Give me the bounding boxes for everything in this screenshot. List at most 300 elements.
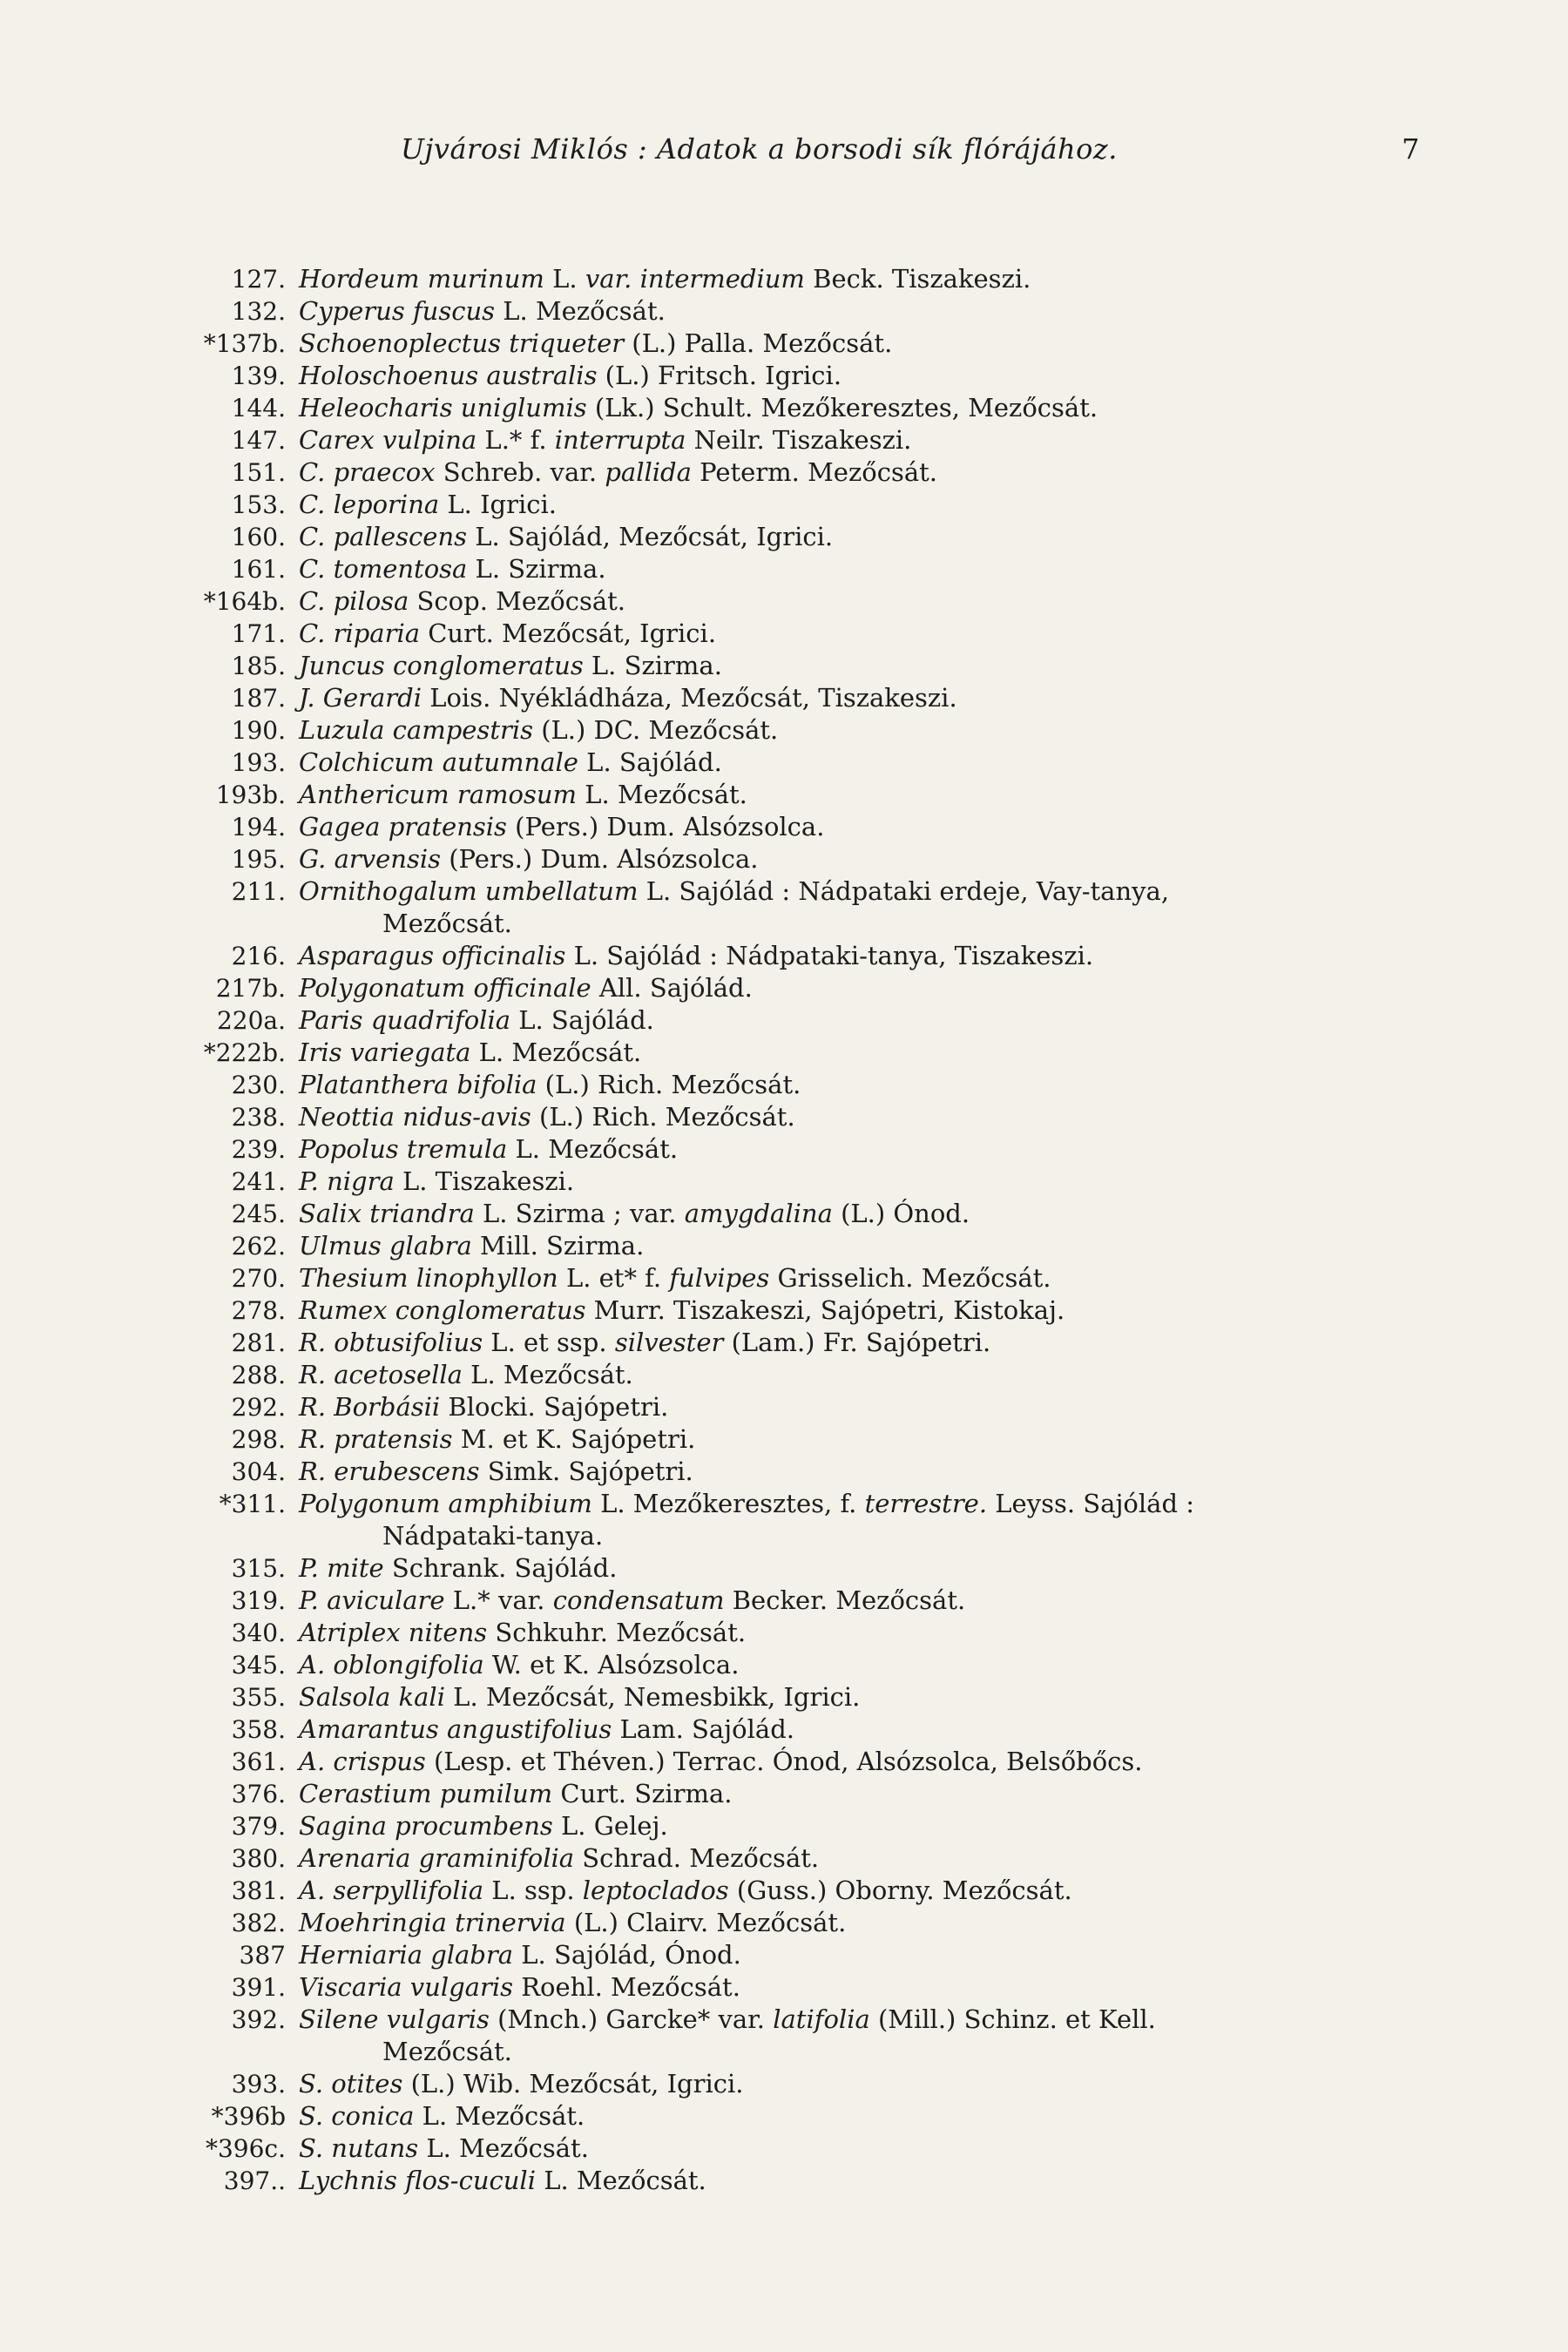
taxon-name: G. arvensis [299, 844, 441, 874]
entry-detail: L. Mezőkeresztes, f. [591, 1489, 865, 1518]
list-item [0, 1842, 1568, 1875]
entry-number: 217b. [215, 974, 286, 1003]
entry-number: 304. [231, 1457, 286, 1486]
taxon-name: R. erubescens [299, 1456, 480, 1486]
list-item [0, 1327, 1568, 1359]
entry-detail: (L.) Clairv. Mezőcsát. [565, 1908, 847, 1937]
entry-detail: L. Sajólád. [510, 1005, 654, 1035]
taxon-name: S. conica [299, 2101, 415, 2131]
list-item [0, 811, 1568, 843]
entry-detail: M. et K. Sajópetri. [452, 1424, 696, 1454]
entry-detail: L. ssp. [483, 1876, 583, 1905]
entry-detail: Lam. Sajólád. [612, 1714, 794, 1744]
entry-detail: L. Mezőcsát. [470, 1037, 642, 1067]
taxon-name: R. acetosella [299, 1360, 463, 1389]
taxon-name: C. tomentosa [299, 554, 468, 584]
taxon-name: S. nutans [299, 2133, 419, 2163]
taxon-name: R. obtusifolius [299, 1328, 483, 1357]
entry-detail: L. Mezőcsát. [495, 296, 666, 326]
entry-number: 315. [231, 1554, 286, 1583]
taxon-name: pallida [605, 457, 692, 487]
taxon-name: Sagina procumbens [299, 1811, 553, 1841]
entry-detail: L. Mezőcsát. [507, 1134, 679, 1164]
taxon-name: Lychnis flos-cuculi [299, 2166, 536, 2195]
entry-text [299, 1166, 1405, 1198]
entry-text [299, 618, 1405, 650]
list-item [0, 1230, 1568, 1262]
entry-detail: (Pers.) Dum. Alsózsolca. [506, 812, 825, 841]
entry-detail: (Lam.) Fr. Sajópetri. [723, 1328, 991, 1357]
entry-detail: Schrad. Mezőcsát. [574, 1843, 820, 1873]
taxon-name: leptoclados [582, 1876, 729, 1905]
page-number: 7 [1402, 132, 1420, 166]
entry-text [299, 1552, 1405, 1585]
entry-number: 187. [231, 684, 286, 713]
list-item [0, 972, 1568, 1004]
entry-detail: L. Sajólád : Nádpataki erdeje, Vay-tanya, [638, 876, 1170, 906]
list-item [0, 1037, 1568, 1069]
entry-number: 127. [231, 265, 286, 294]
entry-number: 241. [231, 1167, 286, 1196]
list-item [0, 585, 1568, 618]
entry-text [299, 2132, 1405, 2165]
entry-number: 238. [231, 1103, 286, 1132]
taxon-name: Luzula campestris [299, 715, 533, 745]
entry-text [299, 1423, 1405, 1456]
taxon-name: fulvipes [669, 1263, 770, 1293]
list-item [0, 2068, 1568, 2100]
entry-number: 379. [231, 1812, 286, 1841]
entry-number: *396c. [205, 2134, 286, 2163]
taxon-name: Cerastium pumilum [299, 1779, 553, 1808]
entry-text [299, 1907, 1405, 1939]
taxon-name: Viscaria vulgaris [299, 1972, 513, 2002]
list-item [0, 1649, 1568, 1681]
taxon-name: C. pallescens [299, 522, 468, 551]
list-item [0, 392, 1568, 424]
entry-number: 230. [231, 1071, 286, 1099]
entry-text [299, 682, 1405, 714]
entry-detail: (Lk.) Schult. Mezőkeresztes, Mezőcsát. [586, 393, 1098, 422]
entry-number: 382. [231, 1909, 286, 1937]
entry-detail: L. Gelej. [552, 1811, 668, 1841]
entry-number: 193. [231, 748, 286, 777]
entry-detail: L. Sajólád, Ónod. [513, 1940, 741, 1970]
entry-number: 139. [231, 362, 286, 390]
entry-detail: (L.) Palla. Mezőcsát. [624, 328, 893, 358]
entry-detail: (L.) Rich. Mezőcsát. [537, 1070, 801, 1099]
taxon-name: Anthericum ramosum [299, 780, 578, 809]
entry-number: 161. [231, 555, 286, 584]
entry-text [299, 1971, 1405, 2004]
entry-detail: L. et* f. [558, 1263, 670, 1293]
taxon-name: Salsola kali [299, 1682, 445, 1712]
entry-detail: (L.) Wib. Mezőcsát, Igrici. [402, 2069, 744, 2099]
entry-detail: (Lesp. et Théven.) Terrac. Ónod, Alsózsolca, Belsőbőcs. [425, 1747, 1143, 1776]
entry-detail: Mezőcsát. [382, 2037, 512, 2066]
entry-number: 288. [231, 1361, 286, 1389]
taxon-name: P. nigra [299, 1166, 395, 1196]
entry-text [299, 1359, 1405, 1391]
entry-text [299, 1488, 1405, 1552]
entry-text [299, 1842, 1405, 1875]
entry-detail: Roehl. Mezőcsát. [512, 1972, 740, 2002]
entry-detail: L. Mezőcsát. [414, 2101, 585, 2131]
list-item [0, 650, 1568, 682]
running-header [401, 132, 1420, 176]
entry-detail: (Guss.) Oborny. Mezőcsát. [728, 1876, 1072, 1905]
entry-number: 381. [231, 1876, 286, 1905]
entry-detail: L. Sajólád, Mezőcsát, Igrici. [467, 522, 834, 551]
list-item [0, 1939, 1568, 1971]
entry-text [299, 843, 1405, 875]
entry-detail: L. Mezőcsát, Nemesbikk, Igrici. [444, 1682, 861, 1712]
entry-number: 132. [231, 297, 286, 326]
list-item [0, 360, 1568, 392]
taxon-name: Heleocharis uniglumis [299, 393, 587, 422]
entry-text [299, 585, 1405, 618]
entry-text [299, 295, 1405, 328]
entry-number: 216. [231, 942, 286, 970]
entry-text [299, 263, 1405, 295]
entry-number: *222b. [203, 1038, 286, 1067]
list-item [0, 1262, 1568, 1294]
entry-detail: Lois. Nyékládháza, Mezőcsát, Tiszakeszi. [422, 683, 957, 713]
taxon-name: condensatum [552, 1585, 725, 1615]
entry-number: 245. [231, 1200, 286, 1228]
entry-number: 281. [231, 1328, 286, 1357]
entry-number: 358. [231, 1715, 286, 1744]
taxon-name: S. otites [299, 2069, 403, 2099]
taxon-name: Herniaria glabra [299, 1940, 514, 1970]
entry-detail: Curt. Mezőcsát, Igrici. [420, 618, 717, 648]
taxon-name: C. leporina [299, 490, 440, 519]
entry-detail: (Pers.) Dum. Alsózsolca. [440, 844, 759, 874]
list-item [0, 1713, 1568, 1746]
entry-detail: (L.) DC. Mezőcsát. [533, 715, 779, 745]
list-item [0, 1488, 1568, 1552]
entry-number: 376. [231, 1780, 286, 1808]
taxon-name: C. pilosa [299, 586, 409, 616]
taxon-name: terrestre. [864, 1489, 988, 1518]
list-item [0, 843, 1568, 875]
list-item [0, 1004, 1568, 1037]
entry-number: *137b. [203, 329, 286, 358]
entry-text [299, 811, 1405, 843]
taxon-name: Hordeum murinum [299, 264, 544, 294]
entry-detail: Grisselich. Mezőcsát. [769, 1263, 1051, 1293]
list-item [0, 1971, 1568, 2004]
list-item [0, 747, 1568, 779]
entry-detail [632, 264, 639, 294]
list-item [0, 2132, 1568, 2165]
taxon-name: Schoenoplectus triqueter [299, 328, 625, 358]
list-item [0, 489, 1568, 521]
entry-text [299, 1617, 1405, 1649]
entry-text [299, 1037, 1405, 1069]
entry-detail: Blocki. Sajópetri. [440, 1392, 669, 1422]
entry-text [299, 2004, 1405, 2068]
entry-number: 144. [231, 394, 286, 422]
entry-text [299, 1681, 1405, 1713]
entry-text [299, 1778, 1405, 1810]
taxon-name: Polygonum amphibium [299, 1489, 592, 1518]
entry-number: 190. [231, 716, 286, 745]
entry-number: 195. [231, 845, 286, 874]
entry-detail: L. Sajólád. [578, 747, 722, 777]
entry-detail: (Mnch.) Garcke* var. [489, 2004, 774, 2034]
entry-number: 292. [231, 1393, 286, 1422]
entry-text [299, 1810, 1405, 1842]
entry-number: 392. [231, 2005, 286, 2034]
taxon-name: J. Gerardi [299, 683, 422, 713]
list-item [0, 1552, 1568, 1585]
entry-detail: (L.) Ónod. [832, 1199, 970, 1228]
list-item [0, 1585, 1568, 1617]
list-item [0, 521, 1568, 553]
entry-number: *311. [219, 1490, 286, 1518]
list-item [0, 1069, 1568, 1101]
taxon-name: C. praecox [299, 457, 436, 487]
list-item [0, 1133, 1568, 1166]
list-item [0, 2165, 1568, 2197]
entry-text [299, 489, 1405, 521]
list-item [0, 1617, 1568, 1649]
entry-detail: L.* var. [444, 1585, 553, 1615]
entry-text [299, 1456, 1405, 1488]
entry-detail: Schrank. Sajólád. [383, 1553, 618, 1583]
entry-detail: L. Sajólád : Nádpataki-tanya, Tiszakeszi. [565, 941, 1094, 970]
entry-number: 298. [231, 1425, 286, 1454]
entry-number: 345. [231, 1651, 286, 1680]
list-item [0, 2004, 1568, 2068]
entry-text [299, 1101, 1405, 1133]
entry-detail: All. Sajólád. [591, 973, 753, 1003]
entry-detail: Peterm. Mezőcsát. [691, 457, 937, 487]
list-item [0, 263, 1568, 295]
entry-number: 319. [231, 1586, 286, 1615]
entry-detail: W. et K. Alsózsolca. [483, 1650, 740, 1680]
entry-text [299, 2100, 1405, 2132]
taxon-name: Iris variegata [299, 1037, 471, 1067]
taxon-name: Carex vulpina [299, 425, 477, 455]
entry-number: 193b. [215, 781, 286, 809]
entry-detail: L. Mezőcsát. [418, 2133, 589, 2163]
entry-detail: L. Mezőcsát. [577, 780, 747, 809]
entry-text [299, 650, 1405, 682]
header-title: Ujvárosi Miklós : Adatok a borsodi sík flórájához. [401, 132, 1118, 166]
taxon-name: Silene vulgaris [299, 2004, 490, 2034]
entry-detail: L. Szirma ; var. [474, 1199, 685, 1228]
list-item [0, 1875, 1568, 1907]
taxon-name: intermedium [639, 264, 805, 294]
taxon-name: latifolia [773, 2004, 870, 2034]
entry-number: 185. [231, 652, 286, 680]
entry-number: 380. [231, 1844, 286, 1873]
entry-text [299, 2068, 1405, 2100]
taxon-name: Ornithogalum umbellatum [299, 876, 639, 906]
entry-number: 278. [231, 1296, 286, 1325]
entry-detail: (Mill.) Schinz. et Kell. [869, 2004, 1156, 2034]
entry-number: *396b [211, 2102, 286, 2131]
entry-number: 270. [231, 1264, 286, 1293]
list-item [0, 779, 1568, 811]
entry-detail: Neilr. Tiszakeszi. [686, 425, 912, 455]
entry-detail: L. [544, 264, 585, 294]
entry-text [299, 875, 1405, 940]
entry-text [299, 1230, 1405, 1262]
entry-text [299, 360, 1405, 392]
entry-text [299, 779, 1405, 811]
entry-detail: L.* f. [476, 425, 555, 455]
entry-number: 239. [231, 1135, 286, 1164]
entry-number: 160. [231, 523, 286, 551]
taxon-name: Neottia nidus-avis [299, 1102, 531, 1132]
entry-text [299, 1939, 1405, 1971]
taxon-name: R. pratensis [299, 1424, 453, 1454]
entry-detail: Nádpataki-tanya. [382, 1521, 604, 1551]
entry-text [299, 1262, 1405, 1294]
entry-detail: Simk. Sajópetri. [479, 1456, 693, 1486]
taxon-name: Gagea pratensis [299, 812, 507, 841]
list-item [0, 1907, 1568, 1939]
entry-number: 355. [231, 1683, 286, 1712]
entry-text [299, 1327, 1405, 1359]
entry-detail: L. Szirma. [467, 554, 606, 584]
entry-text [299, 392, 1405, 424]
entry-detail: (L.) Fritsch. Igrici. [597, 361, 842, 390]
entry-detail: L. Mezőcsát. [535, 2166, 706, 2195]
taxon-name: R. Borbásii [299, 1392, 441, 1422]
entry-detail: Schkuhr. Mezőcsát. [487, 1618, 747, 1647]
entry-detail: Murr. Tiszakeszi, Sajópetri, Kistokaj. [585, 1295, 1065, 1325]
list-item [0, 1778, 1568, 1810]
entry-detail: Mill. Szirma. [471, 1231, 645, 1260]
list-item [0, 456, 1568, 489]
taxon-name: Ulmus glabra [299, 1231, 472, 1260]
entry-detail: L. Mezőcsát. [462, 1360, 633, 1389]
taxon-name: Juncus conglomeratus [299, 651, 584, 680]
entry-text [299, 1004, 1405, 1037]
entry-detail: Curt. Szirma. [552, 1779, 733, 1808]
entry-number: 340. [231, 1619, 286, 1647]
entry-detail: L. Tiszakeszi. [394, 1166, 575, 1196]
entry-detail: L. Szirma. [583, 651, 722, 680]
entry-text [299, 1585, 1405, 1617]
entry-detail: Schreb. var. [435, 457, 605, 487]
list-item [0, 1681, 1568, 1713]
entry-text [299, 1875, 1405, 1907]
entry-text [299, 972, 1405, 1004]
taxon-name: var. [585, 264, 632, 294]
list-item [0, 1810, 1568, 1842]
entry-text [299, 2165, 1405, 2197]
list-item [0, 1166, 1568, 1198]
entry-text [299, 940, 1405, 972]
entry-number: 387 [239, 1941, 286, 1970]
taxon-name: Asparagus officinalis [299, 941, 566, 970]
list-item [0, 1456, 1568, 1488]
taxon-name: Platanthera bifolia [299, 1070, 537, 1099]
entry-text [299, 1198, 1405, 1230]
entry-number: 151. [231, 458, 286, 487]
entry-text [299, 1746, 1405, 1778]
entry-number: 262. [231, 1232, 286, 1260]
taxon-name: A. crispus [299, 1747, 426, 1776]
entry-number: 194. [231, 813, 286, 841]
entry-detail: L. et ssp. [483, 1328, 615, 1357]
list-item [0, 1101, 1568, 1133]
entry-detail: Beck. Tiszakeszi. [804, 264, 1031, 294]
list-item [0, 714, 1568, 747]
taxon-name: Rumex conglomeratus [299, 1295, 586, 1325]
entry-detail: (L.) Rich. Mezőcsát. [531, 1102, 795, 1132]
list-item [0, 1423, 1568, 1456]
entry-number: 397.. [223, 2166, 286, 2195]
list-item [0, 940, 1568, 972]
entry-text [299, 1391, 1405, 1423]
list-item [0, 2100, 1568, 2132]
taxon-name: silvester [614, 1328, 724, 1357]
entry-text [299, 424, 1405, 456]
taxon-name: Paris quadrifolia [299, 1005, 511, 1035]
taxon-name: Polygonatum officinale [299, 973, 591, 1003]
taxon-name: Holoschoenus australis [299, 361, 598, 390]
entry-text [299, 1713, 1405, 1746]
list-item [0, 618, 1568, 650]
entry-detail: Becker. Mezőcsát. [724, 1585, 966, 1615]
entry-continuation [299, 1520, 1405, 1552]
entry-number: 361. [231, 1747, 286, 1776]
entry-number: 147. [231, 426, 286, 455]
entry-continuation [299, 2036, 1405, 2068]
taxon-name: Popolus tremula [299, 1134, 508, 1164]
taxon-name: interrupta [554, 425, 686, 455]
taxon-name: Colchicum autumnale [299, 747, 578, 777]
entry-text [299, 714, 1405, 747]
taxon-name: C. riparia [299, 618, 421, 648]
taxon-name: amygdalina [684, 1199, 833, 1228]
entry-detail: Leyss. Sajólád : [987, 1489, 1195, 1518]
taxon-name: Cyperus fuscus [299, 296, 496, 326]
entry-detail: Scop. Mezőcsát. [409, 586, 626, 616]
list-item [0, 1391, 1568, 1423]
entry-number: 391. [231, 1973, 286, 2002]
entry-text [299, 553, 1405, 585]
entry-text [299, 1133, 1405, 1166]
entry-continuation [299, 908, 1405, 940]
list-item [0, 295, 1568, 328]
taxon-name: A. oblongifolia [299, 1650, 484, 1680]
list-item [0, 328, 1568, 360]
entry-number: 171. [231, 619, 286, 648]
entry-text [299, 747, 1405, 779]
species-list [0, 263, 1568, 2197]
entry-detail: L. Igrici. [439, 490, 557, 519]
list-item [0, 1359, 1568, 1391]
taxon-name: Moehringia trinervia [299, 1908, 566, 1937]
entry-number: 153. [231, 490, 286, 519]
list-item [0, 682, 1568, 714]
list-item [0, 424, 1568, 456]
taxon-name: Salix triandra [299, 1199, 475, 1228]
taxon-name: A. serpyllifolia [299, 1876, 484, 1905]
entry-number: 220a. [216, 1006, 286, 1035]
entry-text [299, 328, 1405, 360]
taxon-name: P. mite [299, 1553, 384, 1583]
taxon-name: Arenaria graminifolia [299, 1843, 575, 1873]
entry-detail: Mezőcsát. [382, 909, 512, 938]
